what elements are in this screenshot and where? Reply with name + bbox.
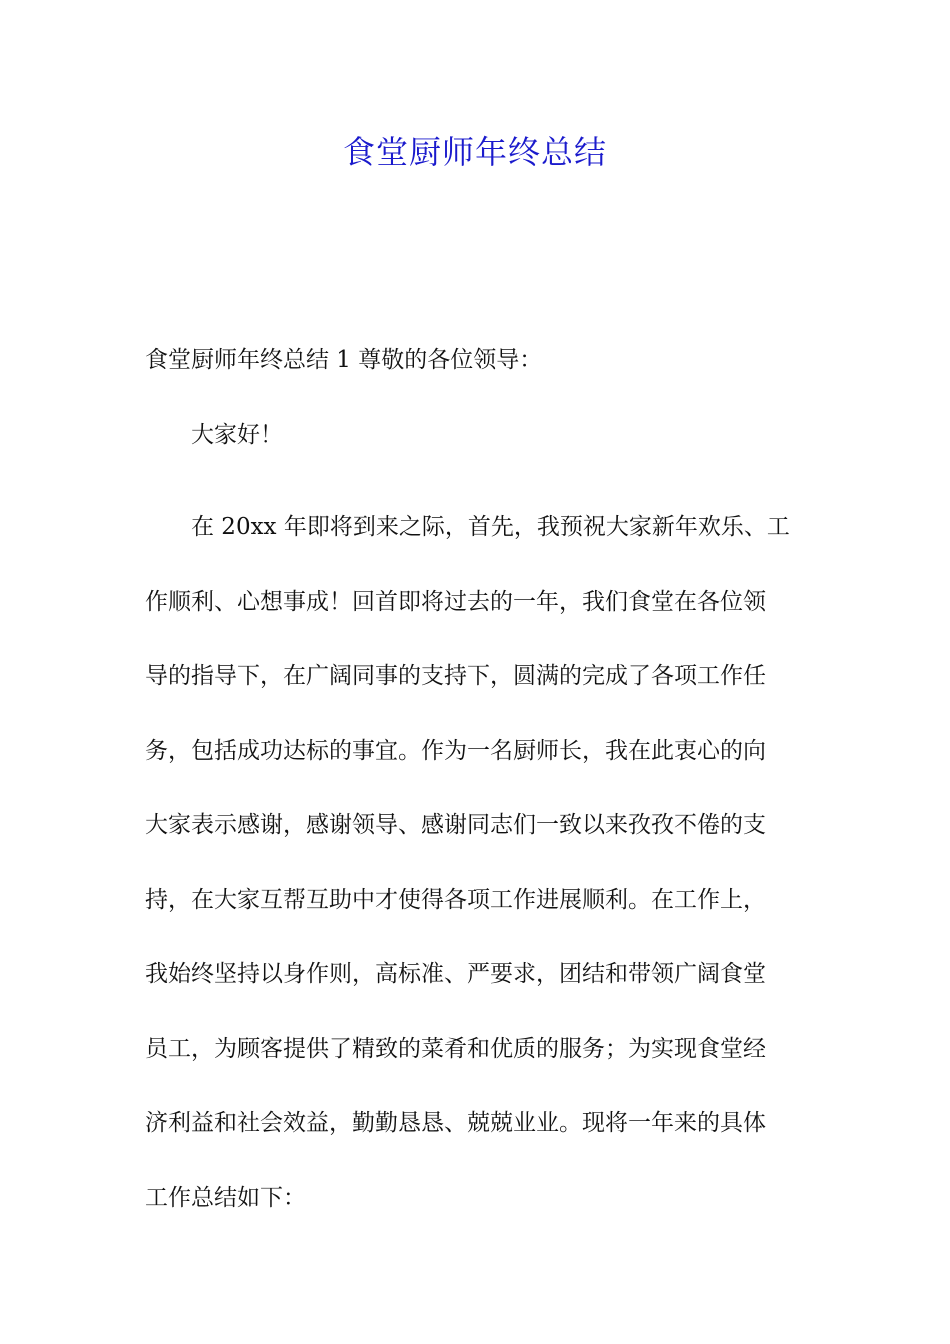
paragraph-line: 员工，为顾客提供了精致的菜肴和优质的服务；为实现食堂经 — [145, 1035, 766, 1062]
paragraph-line: 济利益和社会效益，勤勤恳恳、兢兢业业。现将一年来的具体 — [145, 1110, 766, 1136]
document-title: 食堂厨师年终总结 — [342, 133, 607, 171]
paragraph-line: 大家表示感谢，感谢领导、感谢同志们一致以来孜孜不倦的支 — [145, 812, 766, 838]
paragraph-line: 持，在大家互帮互助中才使得各项工作进展顺利。在工作上， — [145, 886, 766, 913]
paragraph-line: 在 20xx 年即将到来之际，首先，我预祝大家新年欢乐、工 — [191, 514, 790, 540]
greeting-line: 大家好！ — [191, 422, 283, 448]
paragraph-line: 作顺利、心想事成！回首即将过去的一年，我们食堂在各位领 — [145, 588, 766, 615]
paragraph-line: 导的指导下，在广阔同事的支持下，圆满的完成了各项工作任 — [145, 663, 766, 689]
intro-line: 食堂厨师年终总结 1 尊敬的各位领导： — [145, 347, 543, 373]
paragraph-line: 工作总结如下： — [145, 1184, 306, 1211]
paragraph-line: 务，包括成功达标的事宜。作为一名厨师长，我在此衷心的向 — [145, 737, 766, 764]
body-paragraph — [145, 490, 807, 1235]
paragraph-line: 我始终坚持以身作则，高标准、严要求，团结和带领广阔食堂 — [145, 961, 766, 987]
